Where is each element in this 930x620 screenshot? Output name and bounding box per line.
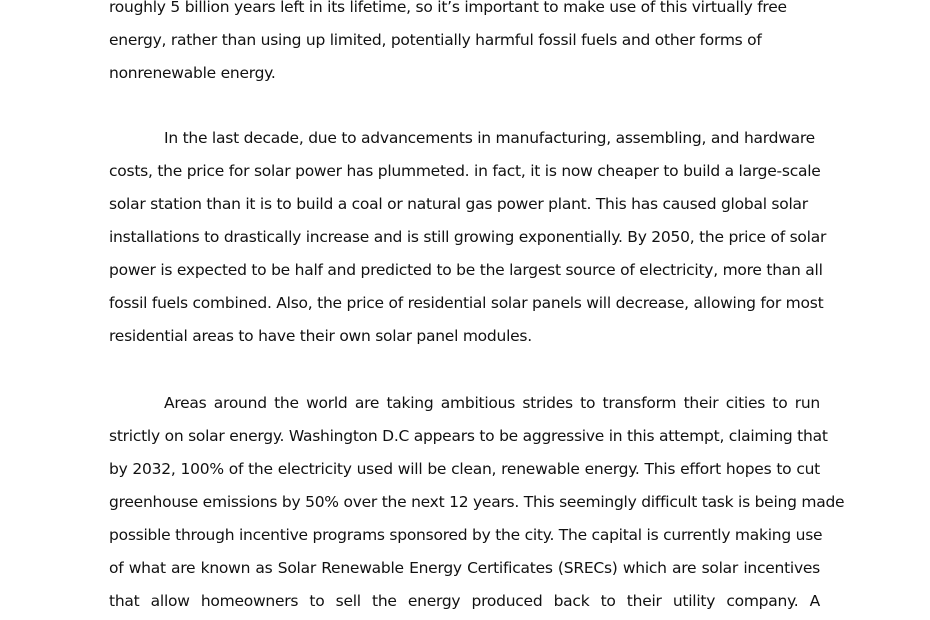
paragraph-1-line-1: roughly 5 billion years left in its lifetime, so it’s important to make use of this virtually free [109,0,787,16]
paragraph-3-line-3: by 2032, 100% of the electricity used will be clean, renewable energy. This effort hopes to cut [109,460,820,478]
paragraph-3-line-1: Areas around the world are taking ambitious strides to transform their cities to run [164,394,820,412]
paragraph-2-line-2: costs, the price for solar power has plummeted. in fact, it is now cheaper to build a large-scale [109,162,821,180]
paragraph-2-line-6: fossil fuels combined. Also, the price of residential solar panels will decrease, allowing for most [109,294,824,312]
paragraph-1-line-3: nonrenewable energy. [109,64,276,82]
paragraph-2-line-5: power is expected to be half and predicted to be the largest source of electricity, more than all [109,261,823,279]
paragraph-3-line-6: of what are known as Solar Renewable Energy Certificates (SRECs) which are solar incentives [109,559,820,577]
paragraph-2-line-7: residential areas to have their own solar panel modules. [109,327,532,345]
paragraph-3-line-2: strictly on solar energy. Washington D.C appears to be aggressive in this attempt, claiming that [109,427,828,445]
paragraph-3-line-7: that allow homeowners to sell the energy produced back to their utility company. A [109,592,820,610]
paragraph-2-line-4: installations to drastically increase and is still growing exponentially. By 2050, the price of solar [109,228,827,246]
paragraph-1-line-2: energy, rather than using up limited, potentially harmful fossil fuels and other forms of [109,31,762,49]
paragraph-3-line-4: greenhouse emissions by 50% over the next 12 years. This seemingly difficult task is being made [109,493,845,511]
paragraph-2-line-3: solar station than it is to build a coal or natural gas power plant. This has caused global solar [109,195,808,213]
paragraph-3-line-5: possible through incentive programs sponsored by the city. The capital is currently making use [109,526,823,544]
paragraph-2-line-1: In the last decade, due to advancements in manufacturing, assembling, and hardware [164,129,815,147]
